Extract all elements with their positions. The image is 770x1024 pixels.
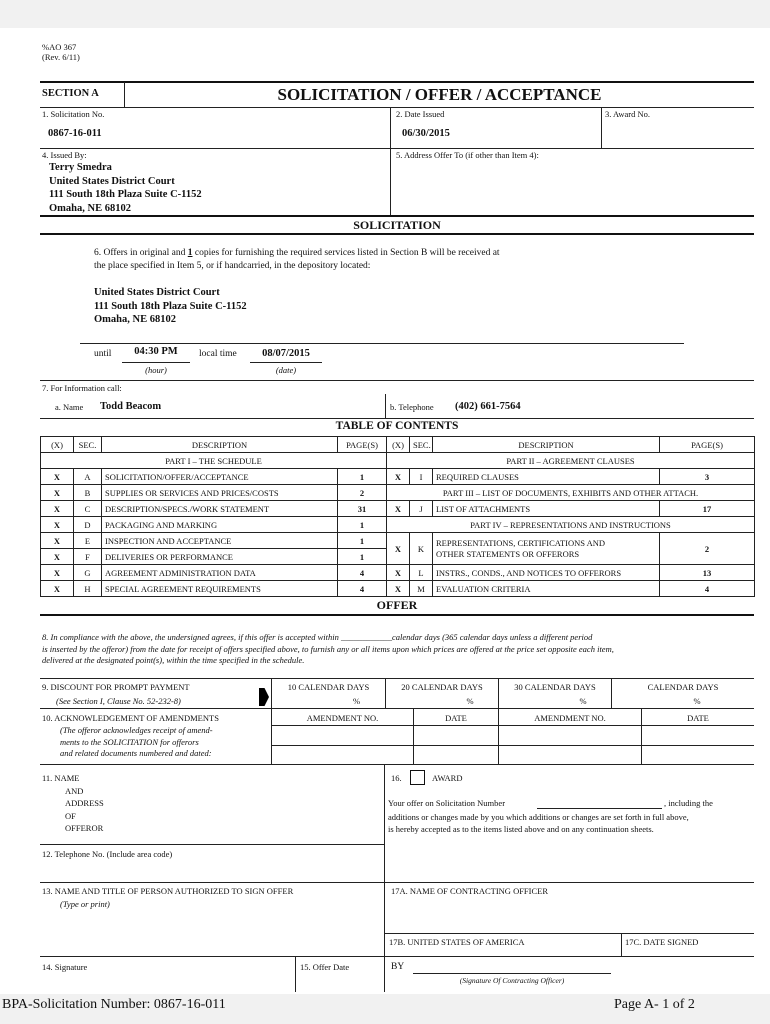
table-row: X H SPECIAL AGREEMENT REQUIREMENTS 4 X M EVALUATION CRITERIA 4: [41, 581, 755, 597]
amendment-date-header: DATE: [445, 713, 467, 723]
discount-20-days: 20 CALENDAR DAYS: [401, 682, 483, 692]
discount-label: 9. DISCOUNT FOR PROMPT PAYMENT: [42, 682, 190, 692]
award-number-label: 16.: [391, 773, 402, 783]
receipt-date: 08/07/2015: [262, 348, 310, 359]
award-label: AWARD: [432, 773, 463, 783]
offeror-name-address-label: 11. NAME AND ADDRESS OF OFFEROR: [42, 773, 104, 833]
solicitation-no-label: 1. Solicitation No.: [42, 109, 105, 119]
solicitation-number-blank[interactable]: [537, 808, 662, 809]
table-row: [41, 453, 755, 469]
date-issued-value: 06/30/2015: [402, 128, 450, 139]
hour-caption: (hour): [145, 365, 167, 375]
authorized-signer-label: 13. NAME AND TITLE OF PERSON AUTHORIZED TO SIGN OFFER: [42, 886, 294, 896]
col-description: DESCRIPTION: [433, 437, 660, 453]
amendments-sub: (The offeror acknowledges receipt of amend- ments to the SOLICITATION for offerors and related documents numbered and dated:: [60, 725, 213, 758]
info-tel-label: b. Telephone: [390, 402, 434, 412]
award-checkbox[interactable]: [410, 770, 425, 785]
telephone-label: 12. Telephone No. (Include area code): [42, 849, 173, 859]
discount-other-days: CALENDAR DAYS: [647, 682, 719, 692]
copies-count: 1: [187, 248, 193, 258]
amendments-label: 10. ACKNOWLEDGEMENT OF AMENDMENTS: [42, 713, 219, 723]
signature-line[interactable]: [413, 973, 611, 974]
award-offer-line2: additions or changes made by you which additions or changes are set forth in full above,: [388, 812, 689, 822]
by-label: BY: [391, 962, 405, 972]
form-title: SOLICITATION / OFFER / ACCEPTANCE: [277, 85, 602, 104]
col-sec: SEC.: [74, 437, 102, 453]
col-x: (X): [41, 437, 74, 453]
discount-10-days: 10 CALENDAR DAYS: [287, 682, 370, 692]
date-caption: (date): [275, 365, 297, 375]
amendment-no-header: AMENDMENT NO.: [306, 713, 379, 723]
amendment-no-header: AMENDMENT NO.: [534, 713, 606, 723]
discount-sub: (See Section I, Clause No. 52-232-8): [56, 696, 181, 706]
page-footer: [0, 994, 770, 1024]
info-tel-value: (402) 661-7564: [455, 401, 521, 412]
footer-page-number: Page A- 1 of 2: [614, 997, 695, 1012]
col-sec: SEC.: [410, 437, 433, 453]
authorized-signer-sub: (Type or print): [60, 899, 110, 909]
table-row: X B SUPPLIES OR SERVICES AND PRICES/COSTS 2 PART III – LIST OF DOCUMENTS, EXHIBITS AND OTHER ATTACH.: [41, 485, 755, 501]
depository-address: United States District Court 111 South 18th Plaza Suite C-1152 Omaha, NE 68102: [94, 287, 247, 325]
award-offer-line1: Your offer on Solicitation Number: [388, 798, 506, 808]
solicitation-heading: SOLICITATION: [353, 218, 441, 232]
until-label: until: [94, 349, 112, 359]
issued-by-label: 4. Issued By:: [42, 150, 87, 160]
arrow-icon: [259, 688, 269, 706]
toc-heading: TABLE OF CONTENTS: [335, 420, 459, 432]
award-offer-line3: is hereby accepted as to the items listed above and on any continuation sheets.: [388, 824, 654, 834]
contracting-officer-label: 17A. NAME OF CONTRACTING OFFICER: [391, 886, 549, 896]
table-row: X G AGREEMENT ADMINISTRATION DATA 4 X L INSTRS., CONDS., AND NOTICES TO OFFERORS 13: [41, 565, 755, 581]
form-page: %AO 367 (Rev. 6/11) SECTION A SOLICITATION / OFFER / ACCEPTANCE 1. Solicitation No. 0867-16-011 2. Date Issued 06/30/2015 3. Award No. 4. Issued By: Terry Smedra United States District Court 111 South 18th Plaza Suite C-1152 Omaha, NE 68102 5. Address Offer To (if other than Item 4): SOLICITATION 6. Offers in original and 1 copies for furnishing the required services listed in Section B will be received at the place specified in Item 5, or if handcarried, in the depository located: United States District Court 111 South 18th Plaza Suite C-1152 Omaha, NE 68102 until 04:30 PM (hour) local time 08/07/2015 (date) 7. For Information call: a. Name Todd Beacom b. Telephone (402) 661-7564 TABLE OF CONTENTS (X) SEC. DESCRIPTION PAGE(S) (X) SEC. DESCRIPTION PAGE(S) PART I – THE SCHEDULE PART II – AGREEMENT CLAUSES X A SOLICITATION/OFFER/ACCEPTANCE 1 X I REQUIRED CLAUSES 3 X B SUPPLIES OR SERVICES AND PRICES/COSTS 2 PART III – LIST OF DOCUMENTS, EXHIBITS AND OTHER ATTACH. X C DESCRIPTION/SPECS./WORK STATEMENT 31 X J LIST OF ATTACHMENTS 17 X D PACKAGING AND MARKING 1 PART IV – REPRESENTATIONS AND INSTRUCTIONS X E INSPECTION AND ACCEPTANCE 1 X K REPRESENTATIONS, CERTIFICATIONS AND OTHER STATEMENTS OR OFFERORS 2 X F DELIVERIES OR PERFORMANCE 1 X G AGREEMENT ADMINISTRATION DATA 4 X L INSTRS., CONDS., AND NOTICES TO OFFERORS 13 X H SPECIAL AGREEMENT REQUIREMENTS 4 X M EVALUATION CRITERIA 4 OFFER 8. In compliance with the above, the undersigned agrees, if this offer is accepted within ____________calendar days (365 calendar days unless a different period is inserted by the offeror) from the date for receipt of offers specified above, to furnish any or all items upon which prices are offered at the price set opposite each item, delivered at the designated point(s), within the time specified in the schedule. 9. DISCOUNT FOR PROMPT PAYMENT (See Section I, Clause No. 52-232-8) 10 CALENDAR DAYS % 20 CALENDAR DAYS % 30 CALENDAR DAYS % CALENDAR DAYS % 10. ACKNOWLEDGEMENT OF AMENDMENTS (The offeror acknowledges receipt of amend- ments to the SOLICITATION for offerors and related documents numbered and dated: AMENDMENT NO. DATE AMENDMENT NO. DATE 11. NAME AND ADDRESS OF OFFEROR 16. AWARD Your offer on Solicitation Number , including the additions or changes made by you which additions or changes are set forth in full above, is hereby accepted as to the items listed above and on any continuation sheets. 12. Telephone No. (Include area code) 13. NAME AND TITLE OF PERSON AUTHORIZED TO SIGN OFFER (Type or print) 17A. NAME OF CONTRACTING OFFICER 17B. UNITED STATES OF AMERICA 17C. DATE SIGNED 14. Signature 15. Offer Date BY (Signature Of Contracting Officer): [0, 28, 770, 994]
address-offer-label: 5. Address Offer To (if other than Item 4):: [396, 150, 539, 160]
part4-heading: PART IV – REPRESENTATIONS AND INSTRUCTIONS: [387, 517, 755, 533]
form-number: %AO 367: [42, 42, 77, 52]
date-signed-label: 17C. DATE SIGNED: [625, 937, 699, 947]
signature-caption: (Signature Of Contracting Officer): [459, 976, 565, 985]
issued-by-line: 111 South 18th Plaza Suite C-1152: [49, 189, 202, 200]
col-pages: PAGE(S): [660, 437, 755, 453]
table-row: X F DELIVERIES OR PERFORMANCE 1: [41, 549, 755, 565]
issued-by-line: United States District Court: [49, 175, 175, 187]
part1-heading: PART I – THE SCHEDULE: [41, 453, 387, 469]
item8-text: 8. In compliance with the above, the undersigned agrees, if this offer is accepted within ____________calendar days (365 calendar days unless a different period is inserted by the offeror) from the date for receipt of offers specified above, to furnish any or all items upon which prices are offered at the price set opposite each item, delivered at the designated point(s), within the time specified in the schedule.: [42, 632, 614, 665]
info-call-label: 7. For Information call:: [42, 383, 122, 393]
footer-solicitation-number: BPA-Solicitation Number: 0867-16-011: [2, 997, 226, 1012]
discount-30-days: 30 CALENDAR DAYS: [514, 682, 596, 692]
table-row: X C DESCRIPTION/SPECS./WORK STATEMENT 31 X J LIST OF ATTACHMENTS 17: [41, 501, 755, 517]
receipt-hour: 04:30 PM: [134, 346, 178, 357]
award-no-label: 3. Award No.: [605, 109, 651, 119]
col-x: (X): [387, 437, 410, 453]
amendment-date-header: DATE: [687, 713, 709, 723]
col-pages: PAGE(S): [338, 437, 387, 453]
solicitation-no-value: 0867-16-011: [48, 128, 102, 139]
signature-label: 14. Signature: [42, 962, 88, 972]
section-label: SECTION A: [42, 88, 99, 99]
table-of-contents: [40, 436, 755, 597]
offer-date-label: 15. Offer Date: [300, 962, 350, 972]
table-row: X A SOLICITATION/OFFER/ACCEPTANCE 1 X I REQUIRED CLAUSES 3: [41, 469, 755, 485]
offer-heading: OFFER: [376, 598, 418, 612]
info-name-value: Todd Beacom: [100, 401, 162, 412]
table-row: X D PACKAGING AND MARKING 1 PART IV – REPRESENTATIONS AND INSTRUCTIONS: [41, 517, 755, 533]
form-revision: (Rev. 6/11): [42, 52, 80, 62]
table-row: X E INSPECTION AND ACCEPTANCE 1 X K REPRESENTATIONS, CERTIFICATIONS AND OTHER STATEMENTS OR OFFERORS 2: [41, 533, 755, 549]
part3-heading: PART III – LIST OF DOCUMENTS, EXHIBITS AND OTHER ATTACH.: [387, 485, 755, 501]
part2-heading: PART II – AGREEMENT CLAUSES: [387, 453, 755, 469]
item6-text: 6. Offers in original and 1 copies for furnishing the required services listed in Section B will be received at the place specified in Item 5, or if handcarried, in the depository located:: [94, 248, 500, 271]
col-description: DESCRIPTION: [102, 437, 338, 453]
issued-by-line: Omaha, NE 68102: [49, 202, 131, 214]
form-code: [42, 42, 80, 62]
date-issued-label: 2. Date Issued: [396, 109, 445, 119]
toc-header-row: [41, 437, 755, 453]
issued-by-line: Terry Smedra: [49, 162, 112, 173]
usa-label: 17B. UNITED STATES OF AMERICA: [389, 937, 525, 947]
info-name-label: a. Name: [55, 402, 84, 412]
local-time-label: local time: [199, 349, 237, 359]
issued-by-block: [49, 161, 202, 215]
